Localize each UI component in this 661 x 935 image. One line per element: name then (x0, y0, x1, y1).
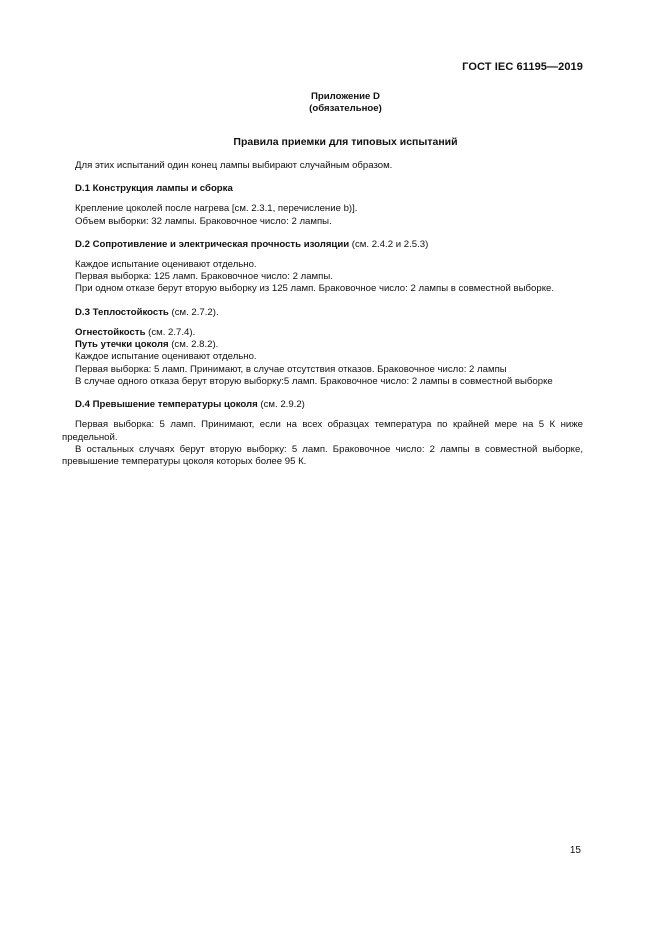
document-code: ГОСТ IEC 61195—2019 (462, 61, 583, 73)
section-d2-heading (75, 239, 583, 251)
section-d1-line: Крепление цоколей после нагрева [см. 2.3.1, перечисление b)]. (75, 203, 358, 215)
section-d2-line: Каждое испытание оценивают отдельно. (75, 258, 257, 270)
fire-resistance-ref: (см. 2.7.4). (145, 326, 196, 338)
appendix-heading (0, 91, 661, 115)
fire-resistance-label: Огнестойкость (75, 326, 146, 338)
appendix-label: Приложение D (311, 91, 380, 102)
section-d2-line: При одном отказе берут вторую выборку из 125 ламп. Браковочное число: 2 лампы в совместной выборке. (75, 283, 554, 295)
section-d4-paragraph: В остальных случаях берут вторую выборку: 5 ламп. Браковочное число: 2 лампы в совместной выборке, превышение температуры цоколя которых более 95 К. (62, 443, 583, 468)
section-d4-ref: (см. 2.9.2) (257, 399, 305, 411)
section-d3-title: D.3 Теплостойкость (75, 306, 169, 318)
appendix-status: (обязательное) (309, 103, 382, 114)
document-body (62, 160, 583, 468)
section-d3-line: В случае одного отказа берут вторую выборку:5 ламп. Браковочное число: 2 лампы в совместной выборке (75, 375, 553, 387)
section-d2-ref: (см. 2.4.2 и 2.5.3) (349, 238, 429, 250)
leakage-path-label: Путь утечки цоколя (75, 339, 169, 351)
leakage-path-ref: (см. 2.8.2). (168, 339, 219, 351)
section-d2-title: D.2 Сопротивление и электрическая прочность изоляции (75, 238, 350, 250)
section-d1-title: D.1 Конструкция лампы и сборка (75, 183, 233, 195)
section-d3-ref: (см. 2.7.2). (168, 306, 219, 318)
section-d1-heading (75, 183, 583, 195)
section-d1-line: Объем выборки: 32 лампы. Браковочное число: 2 лампы. (75, 215, 332, 227)
page-number: 15 (569, 845, 581, 856)
section-d3-line: Каждое испытание оценивают отдельно. (75, 351, 257, 363)
section-d4-heading (75, 399, 583, 411)
intro-paragraph: Для этих испытаний один конец лампы выбирают случайным образом. (75, 160, 393, 171)
section-d4-paragraph: Первая выборка: 5 ламп. Принимают, если на всех образцах температура по крайней мере на 5 К ниже предельной. (62, 419, 583, 443)
section-d4-title: D.4 Превышение температуры цоколя (75, 399, 258, 411)
section-d2-line: Первая выборка: 125 ламп. Браковочное число: 2 лампы. (75, 271, 333, 283)
section-d3-heading (75, 307, 583, 319)
page-title: Правила приемки для типовых испытаний (233, 136, 458, 148)
leakage-path-line (75, 339, 583, 351)
fire-resistance-line (75, 327, 583, 339)
section-d3-line: Первая выборка: 5 ламп. Принимают, в случае отсутствия отказов. Браковочное число: 2 лампы (75, 363, 507, 375)
